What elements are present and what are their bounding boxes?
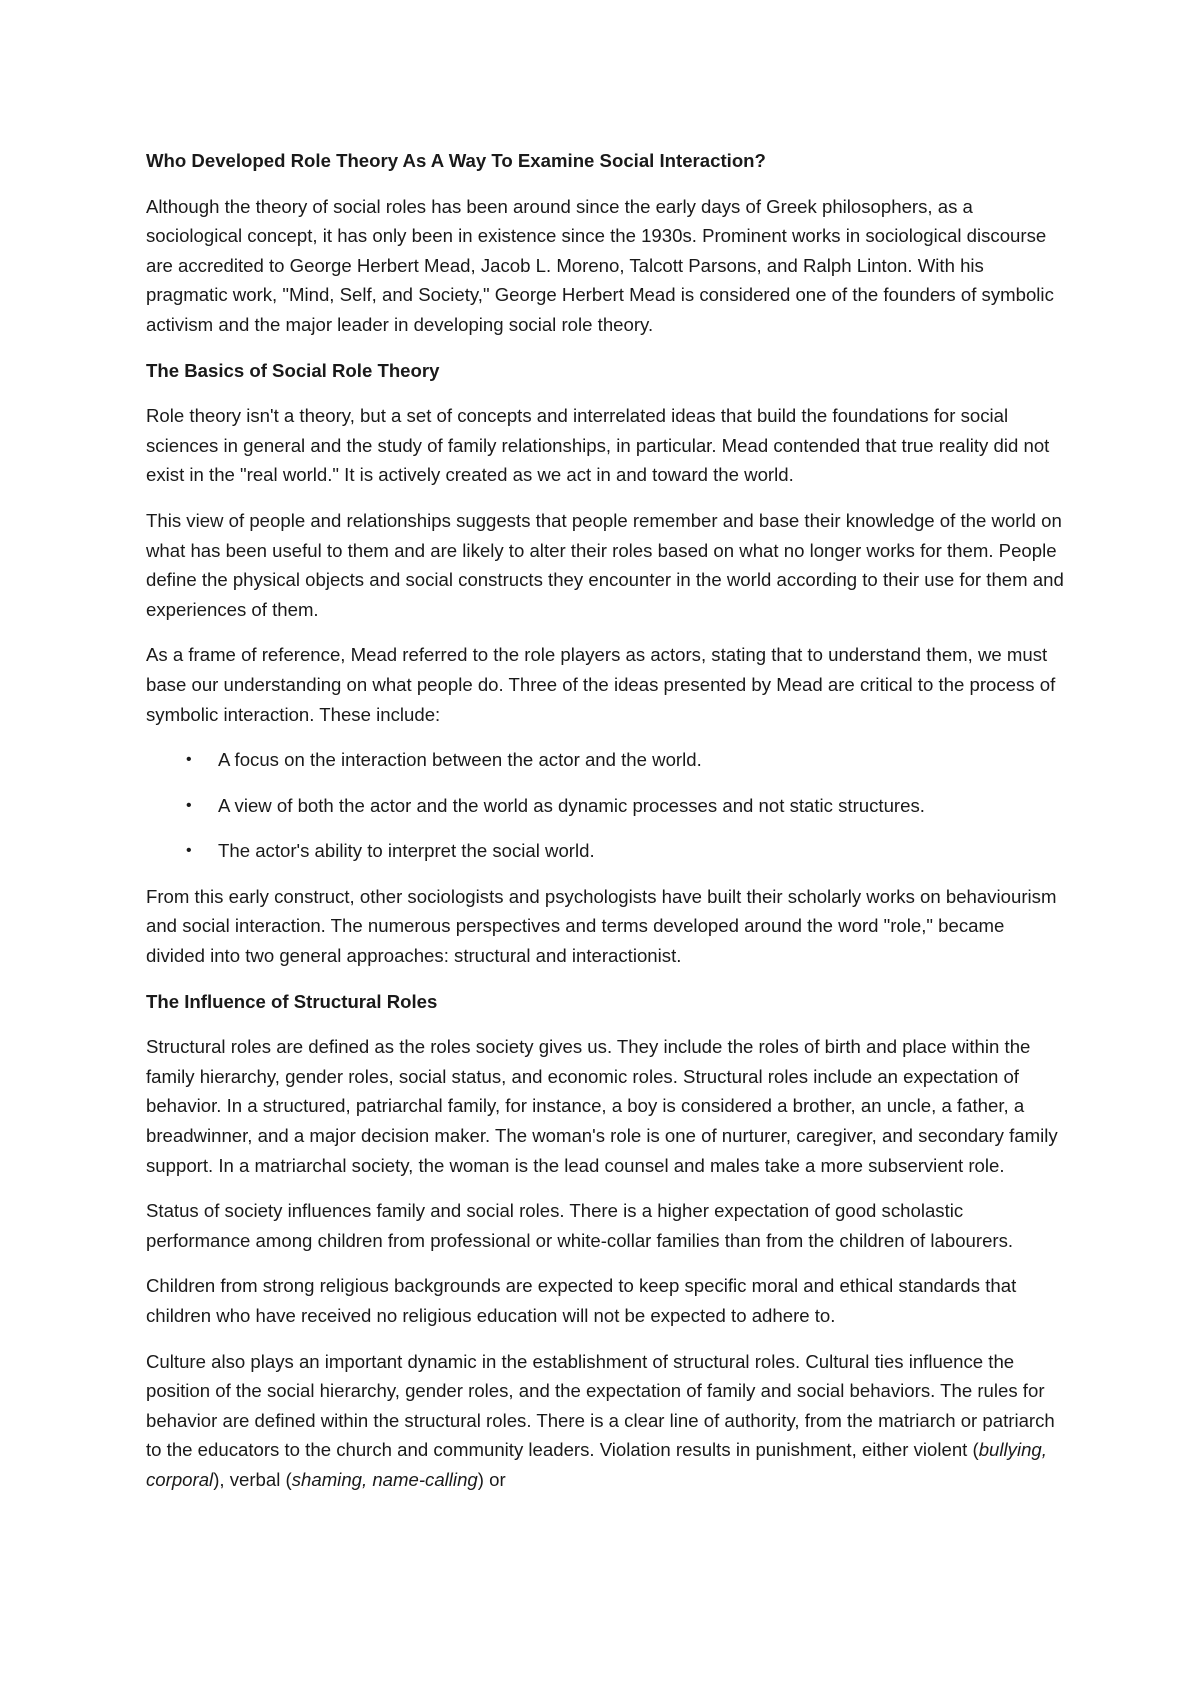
section-heading-structural: The Influence of Structural Roles — [146, 990, 438, 1012]
bullet-text: A focus on the interaction between the actor and the world. — [218, 749, 702, 771]
italic-examples-violent: bullying, corporal — [146, 1439, 1047, 1490]
bullet-icon: • — [186, 842, 192, 860]
bullet-icon: • — [186, 751, 192, 769]
structural-paragraph-3: Children from strong religious backgrounds are expected to keep specific moral and ethical standards that children who have received no religious education will not be expected to adhere to. — [146, 1275, 1017, 1326]
basics-paragraph-3: As a frame of reference, Mead referred to the role players as actors, stating that to understand them, we must base our understanding on what people do. Three of the ideas presented by Mead are critical to the process of symbolic interaction. These include: — [146, 644, 1056, 725]
intro-paragraph: Although the theory of social roles has been around since the early days of Greek philosophers, as a sociological concept, it has only been in existence since the 1930s. Prominent works in sociological discourse are accredited to George Herbert Mead, Jacob L. Moreno, Talcott Parsons, and Ralph Linton. With his pragmatic work, "Mind, Self, and Society," George Herbert Mead is considered one of the founders of symbolic activism and the major leader in developing social role theory. — [146, 195, 1054, 335]
bullet-item — [146, 836, 1068, 866]
bullet-text: A view of both the actor and the world as dynamic processes and not static structures. — [218, 794, 925, 816]
basics-paragraph-2: This view of people and relationships suggests that people remember and base their knowledge of the world on what has been useful to them and are likely to alter their roles based on what no longer works for them. People define the physical objects and social constructs they encounter in the world according to their use for them and experiences of them. — [146, 509, 1064, 620]
bullet-item — [146, 791, 1068, 821]
bullet-text: The actor's ability to interpret the social world. — [218, 840, 595, 862]
italic-examples-verbal: shaming, name-calling — [291, 1468, 478, 1490]
basics-paragraph-1: Role theory isn't a theory, but a set of concepts and interrelated ideas that build the foundations for social sciences in general and the study of family relationships, in particular. Mead contended that true reality did not exist in the "real world." It is actively created as we act in and toward the world. — [146, 405, 1050, 486]
structural-paragraph-4 — [146, 1347, 1068, 1495]
document-body — [146, 146, 1068, 1511]
paragraph-text: Culture also plays an important dynamic in the establishment of structural roles. Cultural ties influence the position of the social hierarchy, gender roles, and the expectation of family and social behaviors. The rules for behavior are defined within the structural roles. There is a clear line of authority, from the matriarch or patriarch to the educators to the church and community leaders. Violation results in punishment, either violent ( — [146, 1350, 1055, 1461]
bullet-item — [146, 745, 1068, 775]
bullet-icon: • — [186, 796, 192, 814]
structural-paragraph-2: Status of society influences family and social roles. There is a higher expectation of good scholastic performance among children from professional or white-collar families than from the children of labourers. — [146, 1200, 1014, 1251]
paragraph-text: ) or — [477, 1468, 506, 1490]
basics-paragraph-4: From this early construct, other sociologists and psychologists have built their scholarly works on behaviourism and social interaction. The numerous perspectives and terms developed around the word "role," became divided into two general approaches: structural and interactionist. — [146, 885, 1057, 967]
ideas-bullet-list — [146, 745, 1068, 866]
structural-paragraph-1: Structural roles are defined as the roles society gives us. They include the roles of birth and place within the family hierarchy, gender roles, social status, and economic roles. Structural roles include an expectation of behavior. In a structured, patriarchal family, for instance, a boy is considered a brother, an uncle, a father, a breadwinner, and a major decision maker. The woman's role is one of nurturer, caregiver, and secondary family support. In a matriarchal society, the woman is the lead counsel and males take a more subservient role. — [146, 1036, 1058, 1176]
section-heading-basics: The Basics of Social Role Theory — [146, 359, 440, 381]
document-title: Who Developed Role Theory As A Way To Examine Social Interaction? — [146, 150, 766, 171]
paragraph-text: ), verbal ( — [213, 1468, 292, 1490]
